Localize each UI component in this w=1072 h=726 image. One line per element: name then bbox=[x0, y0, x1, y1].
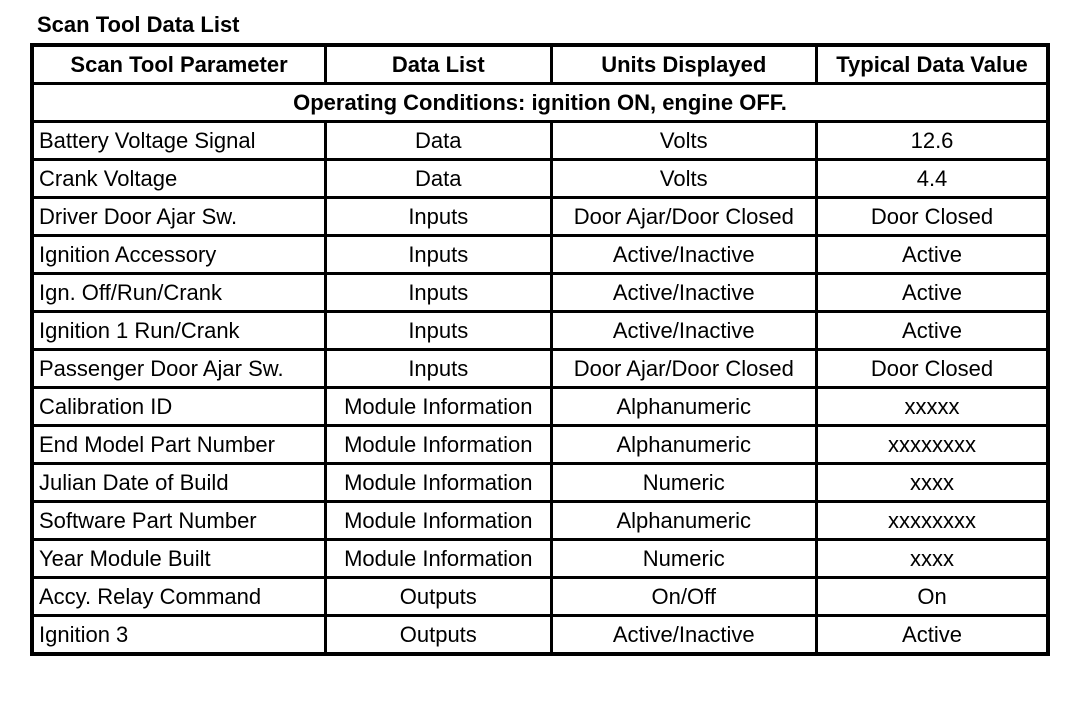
cell-parameter: Battery Voltage Signal bbox=[32, 122, 326, 160]
cell-typical-value: xxxxxxxx bbox=[817, 502, 1048, 540]
cell-units: Alphanumeric bbox=[551, 502, 817, 540]
operating-conditions-row bbox=[32, 84, 1048, 122]
table-row bbox=[32, 616, 1048, 655]
cell-data-list: Inputs bbox=[326, 274, 551, 312]
operating-conditions: Operating Conditions: ignition ON, engine OFF. bbox=[32, 84, 1048, 122]
cell-parameter: Ignition 3 bbox=[32, 616, 326, 655]
cell-parameter: Crank Voltage bbox=[32, 160, 326, 198]
cell-units: Door Ajar/Door Closed bbox=[551, 198, 817, 236]
cell-typical-value: 4.4 bbox=[817, 160, 1048, 198]
cell-typical-value: Active bbox=[817, 312, 1048, 350]
cell-typical-value: Door Closed bbox=[817, 350, 1048, 388]
table-row bbox=[32, 540, 1048, 578]
cell-data-list: Inputs bbox=[326, 198, 551, 236]
cell-parameter: Accy. Relay Command bbox=[32, 578, 326, 616]
cell-units: Active/Inactive bbox=[551, 274, 817, 312]
cell-units: Numeric bbox=[551, 540, 817, 578]
cell-data-list: Module Information bbox=[326, 464, 551, 502]
cell-parameter: Ignition Accessory bbox=[32, 236, 326, 274]
cell-units: Alphanumeric bbox=[551, 426, 817, 464]
cell-typical-value: xxxx bbox=[817, 540, 1048, 578]
cell-parameter: Driver Door Ajar Sw. bbox=[32, 198, 326, 236]
document-title: Scan Tool Data List bbox=[37, 12, 240, 37]
cell-parameter: Ign. Off/Run/Crank bbox=[32, 274, 326, 312]
table-row bbox=[32, 464, 1048, 502]
header-scan-tool-parameter: Scan Tool Parameter bbox=[32, 45, 326, 84]
cell-typical-value: Active bbox=[817, 236, 1048, 274]
header-units-displayed: Units Displayed bbox=[551, 45, 817, 84]
table-row bbox=[32, 122, 1048, 160]
cell-units: Alphanumeric bbox=[551, 388, 817, 426]
cell-data-list: Module Information bbox=[326, 426, 551, 464]
cell-data-list: Module Information bbox=[326, 502, 551, 540]
table-row bbox=[32, 236, 1048, 274]
table-row bbox=[32, 198, 1048, 236]
cell-typical-value: Active bbox=[817, 274, 1048, 312]
cell-data-list: Module Information bbox=[326, 540, 551, 578]
table-row bbox=[32, 388, 1048, 426]
cell-parameter: Year Module Built bbox=[32, 540, 326, 578]
cell-data-list: Module Information bbox=[326, 388, 551, 426]
cell-data-list: Inputs bbox=[326, 236, 551, 274]
cell-data-list: Inputs bbox=[326, 312, 551, 350]
table-row bbox=[32, 312, 1048, 350]
cell-typical-value: xxxxx bbox=[817, 388, 1048, 426]
cell-parameter: End Model Part Number bbox=[32, 426, 326, 464]
cell-units: Door Ajar/Door Closed bbox=[551, 350, 817, 388]
table-row bbox=[32, 502, 1048, 540]
cell-parameter: Software Part Number bbox=[32, 502, 326, 540]
cell-typical-value: On bbox=[817, 578, 1048, 616]
cell-data-list: Outputs bbox=[326, 578, 551, 616]
cell-data-list: Outputs bbox=[326, 616, 551, 655]
cell-units: Volts bbox=[551, 160, 817, 198]
cell-data-list: Data bbox=[326, 122, 551, 160]
scan-tool-data-table bbox=[30, 43, 1050, 656]
cell-typical-value: Active bbox=[817, 616, 1048, 655]
table-row bbox=[32, 274, 1048, 312]
cell-units: Active/Inactive bbox=[551, 236, 817, 274]
table-header-row bbox=[32, 45, 1048, 84]
table-row bbox=[32, 426, 1048, 464]
cell-units: Numeric bbox=[551, 464, 817, 502]
table-row bbox=[32, 578, 1048, 616]
cell-parameter: Calibration ID bbox=[32, 388, 326, 426]
cell-parameter: Ignition 1 Run/Crank bbox=[32, 312, 326, 350]
cell-units: On/Off bbox=[551, 578, 817, 616]
cell-parameter: Julian Date of Build bbox=[32, 464, 326, 502]
cell-typical-value: Door Closed bbox=[817, 198, 1048, 236]
cell-typical-value: 12.6 bbox=[817, 122, 1048, 160]
cell-units: Volts bbox=[551, 122, 817, 160]
cell-typical-value: xxxx bbox=[817, 464, 1048, 502]
cell-units: Active/Inactive bbox=[551, 616, 817, 655]
table-body bbox=[32, 84, 1048, 655]
cell-typical-value: xxxxxxxx bbox=[817, 426, 1048, 464]
table-row bbox=[32, 160, 1048, 198]
table-row bbox=[32, 350, 1048, 388]
header-typical-data-value: Typical Data Value bbox=[817, 45, 1048, 84]
header-data-list: Data List bbox=[326, 45, 551, 84]
cell-parameter: Passenger Door Ajar Sw. bbox=[32, 350, 326, 388]
cell-data-list: Inputs bbox=[326, 350, 551, 388]
cell-data-list: Data bbox=[326, 160, 551, 198]
cell-units: Active/Inactive bbox=[551, 312, 817, 350]
